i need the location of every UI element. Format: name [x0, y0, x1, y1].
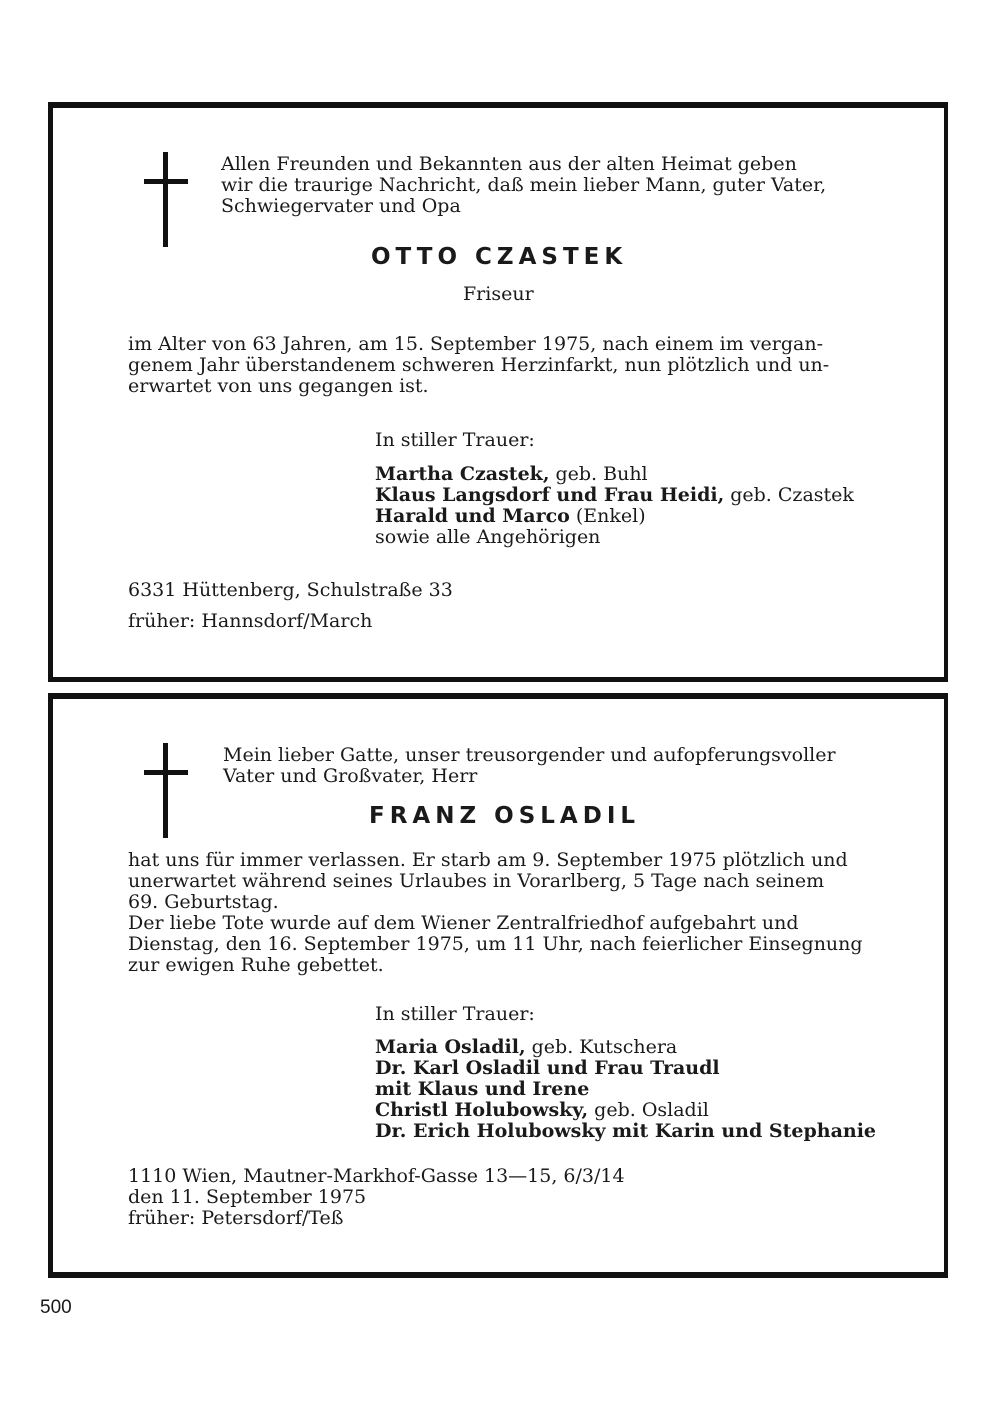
address: 1110 Wien, Mautner-Markhof-Gasse 13—15, 6/3/14 den 11. September 1975 früher: Petersdorf/Teß	[128, 1165, 625, 1229]
mourners-list	[375, 464, 854, 548]
mourner-line: mit Klaus und Irene	[375, 1078, 590, 1100]
death-notice-czastek	[48, 102, 948, 682]
mourner-line: Harald und Marco (Enkel)	[375, 505, 646, 527]
mourner-line: Maria Osladil, geb. Kutschera	[375, 1036, 678, 1058]
deceased-name: OTTO CZASTEK	[371, 244, 628, 270]
deceased-name: FRANZ OSLADIL	[369, 803, 641, 829]
notice-body: hat uns für immer verlassen. Er starb am 9. September 1975 plötzlich und unerwartet während seines Urlaubes in Vorarlberg, 5 Tage nach seinem 69. Geburtstag. Der liebe Tote wurde auf dem Wiener Zentralfriedhof aufgebahrt und Dienstag, den 16. September 1975, um 11 Uhr, nach feierlicher Einsegnung zur ewigen Ruhe gebettet.	[128, 849, 863, 976]
mourner-line: Martha Czastek, geb. Buhl	[375, 463, 648, 485]
mourner-line: Christl Holubowsky, geb. Osladil	[375, 1099, 709, 1121]
page-number: 500	[40, 1297, 72, 1318]
death-notice-osladil	[48, 693, 948, 1278]
address: 6331 Hüttenberg, Schulstraße 33	[128, 579, 453, 601]
mourning-heading: In stiller Trauer:	[375, 1003, 535, 1025]
mourner-line: sowie alle Angehörigen	[375, 526, 601, 548]
mourners-list	[375, 1037, 876, 1142]
mourner-line: Dr. Karl Osladil und Frau Traudl	[375, 1057, 720, 1079]
mourning-heading: In stiller Trauer:	[375, 429, 535, 451]
notice-body: im Alter von 63 Jahren, am 15. September 1975, nach einem im vergan- genem Jahr überstandenem schweren Herzinfarkt, nun plötzlich und un- erwartet von uns gegangen ist.	[128, 333, 830, 397]
former-residence: früher: Hannsdorf/March	[128, 610, 373, 632]
mourner-line: Dr. Erich Holubowsky mit Karin und Stephanie	[375, 1120, 877, 1142]
notice-intro: Mein lieber Gatte, unser treusorgender und aufopferungsvoller Vater und Großvater, Herr	[223, 744, 836, 787]
mourner-line: Klaus Langsdorf und Frau Heidi, geb. Czastek	[375, 484, 854, 506]
profession: Friseur	[463, 283, 534, 305]
notice-intro: Allen Freunden und Bekannten aus der alten Heimat geben wir die traurige Nachricht, daß mein lieber Mann, guter Vater, Schwiegervater und Opa	[221, 153, 827, 217]
